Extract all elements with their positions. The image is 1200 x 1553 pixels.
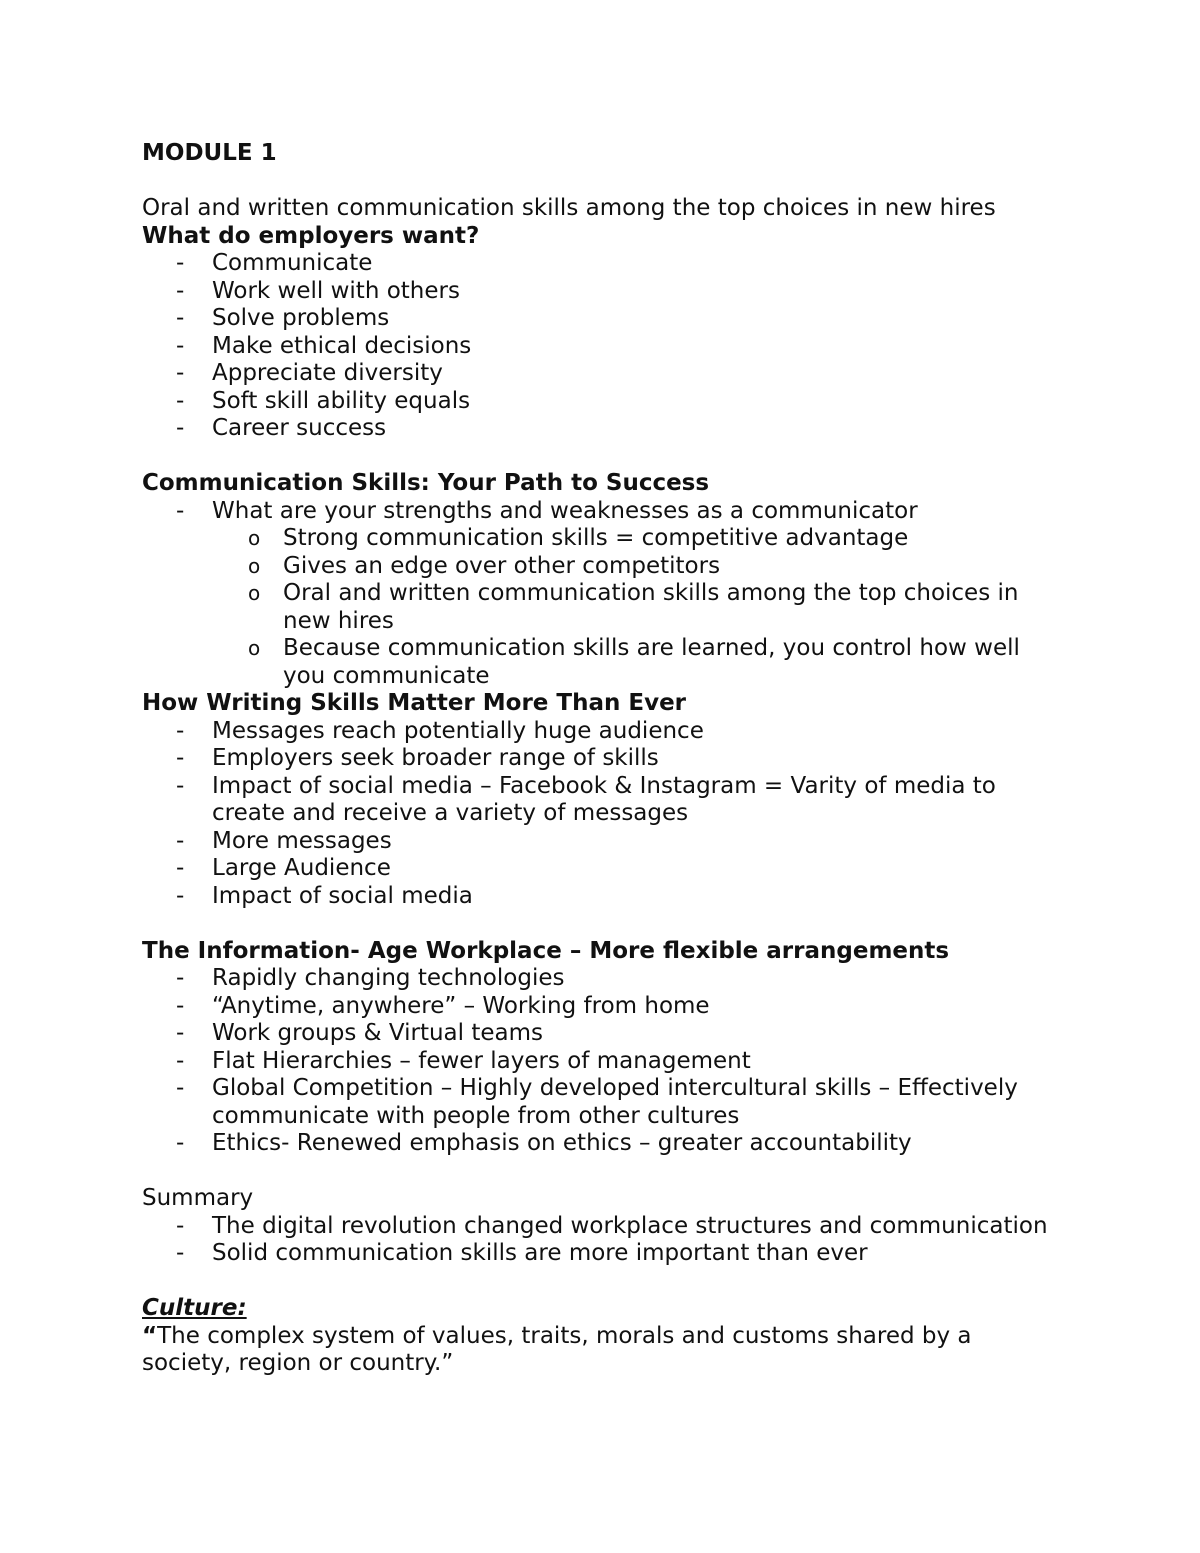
list-item-text: Flat Hierarchies – fewer layers of management bbox=[212, 1047, 751, 1074]
list-item-text: Appreciate diversity bbox=[212, 360, 443, 386]
list-item-text: Impact of social media – Facebook & Instagram = Varity of media to create and receive a variety of messages bbox=[212, 772, 996, 826]
list-item bbox=[142, 360, 1062, 388]
information-age-list bbox=[142, 965, 1062, 1158]
dash-bullet: - bbox=[176, 855, 185, 881]
spacer bbox=[142, 910, 1062, 938]
list-item-text: Employers seek broader range of skills bbox=[212, 745, 659, 771]
dash-bullet: - bbox=[176, 745, 185, 771]
list-item bbox=[142, 388, 1062, 416]
document-page bbox=[142, 140, 1062, 1378]
list-item bbox=[142, 278, 1062, 306]
sub-list-item-text: Oral and written communication skills among the top choices in new hires bbox=[283, 580, 1019, 634]
list-item-text: Communicate bbox=[212, 250, 373, 276]
culture-heading: Culture: bbox=[142, 1295, 247, 1321]
list-item bbox=[142, 333, 1062, 361]
list-item bbox=[142, 745, 1062, 773]
list-item-text: Work groups & Virtual teams bbox=[212, 1020, 544, 1046]
dash-bullet: - bbox=[176, 332, 185, 359]
communication-skills-list bbox=[142, 498, 1062, 526]
list-item-text: “Anytime, anywhere” – Working from home bbox=[212, 992, 710, 1019]
dash-bullet: - bbox=[176, 1020, 185, 1046]
list-item-text: Large Audience bbox=[212, 855, 391, 881]
circle-bullet: o bbox=[248, 636, 261, 660]
summary-list bbox=[142, 1213, 1062, 1268]
list-item bbox=[142, 498, 1062, 526]
list-item bbox=[142, 883, 1062, 911]
list-item bbox=[142, 993, 1062, 1021]
module-title: MODULE 1 bbox=[142, 140, 277, 166]
intro-line: Oral and written communication skills among the top choices in new hires bbox=[142, 195, 996, 221]
list-item bbox=[142, 773, 1062, 828]
dash-bullet: - bbox=[176, 772, 185, 799]
dash-bullet: - bbox=[176, 277, 185, 304]
dash-bullet: - bbox=[176, 965, 185, 991]
dash-bullet: - bbox=[176, 305, 185, 331]
list-item-text: Messages reach potentially huge audience bbox=[212, 717, 704, 744]
section-heading-writing-skills: How Writing Skills Matter More Than Ever bbox=[142, 690, 687, 716]
list-item-text: Global Competition – Highly developed intercultural skills – Effectively communicate with people from other cultures bbox=[212, 1075, 1018, 1129]
list-item-text: Solve problems bbox=[212, 305, 390, 331]
list-item bbox=[142, 828, 1062, 856]
list-item-text: Soft skill ability equals bbox=[212, 387, 471, 414]
list-item bbox=[142, 250, 1062, 278]
list-item bbox=[142, 1020, 1062, 1048]
dash-bullet: - bbox=[176, 992, 185, 1019]
spacer bbox=[142, 1158, 1062, 1186]
dash-bullet: - bbox=[176, 827, 185, 854]
sub-list-item-text: Because communication skills are learned, you control how well you communicate bbox=[283, 635, 1020, 689]
dash-bullet: - bbox=[176, 250, 185, 276]
list-item-text: What are your strengths and weaknesses as a communicator bbox=[212, 497, 918, 524]
section-heading-employers: What do employers want? bbox=[142, 222, 480, 249]
list-item bbox=[142, 415, 1062, 443]
dash-bullet: - bbox=[176, 387, 185, 414]
culture-definition-text: The complex system of values, traits, morals and customs shared by a society, region or country.” bbox=[142, 1322, 972, 1376]
sub-list-item-text: Strong communication skills = competitive advantage bbox=[283, 525, 909, 551]
spacer bbox=[142, 168, 1062, 196]
dash-bullet: - bbox=[176, 497, 185, 524]
list-item-text: Impact of social media bbox=[212, 882, 473, 909]
dash-bullet: - bbox=[176, 1130, 185, 1156]
list-item bbox=[142, 305, 1062, 333]
circle-bullet: o bbox=[248, 526, 261, 550]
list-item-text: Rapidly changing technologies bbox=[212, 965, 565, 991]
sub-list-item-text: Gives an edge over other competitors bbox=[283, 552, 721, 579]
culture-definition bbox=[142, 1323, 1062, 1378]
list-item-text: More messages bbox=[212, 827, 392, 854]
list-item-text: Work well with others bbox=[212, 277, 460, 304]
list-item bbox=[142, 965, 1062, 993]
sub-list-item bbox=[142, 553, 1062, 581]
list-item-text: Career success bbox=[212, 415, 387, 441]
spacer bbox=[142, 443, 1062, 471]
section-heading-information-age: The Information- Age Workplace – More flexible arrangements bbox=[142, 937, 950, 964]
dash-bullet: - bbox=[176, 415, 185, 441]
list-item bbox=[142, 718, 1062, 746]
dash-bullet: - bbox=[176, 717, 185, 744]
circle-bullet: o bbox=[248, 581, 261, 605]
list-item bbox=[142, 1130, 1062, 1158]
writing-skills-list bbox=[142, 718, 1062, 911]
sub-list-item bbox=[142, 580, 1062, 635]
section-heading-communication-skills: Communication Skills: Your Path to Success bbox=[142, 470, 710, 496]
dash-bullet: - bbox=[176, 1212, 185, 1239]
list-item-text: Make ethical decisions bbox=[212, 332, 472, 359]
dash-bullet: - bbox=[176, 1075, 185, 1101]
circle-bullet: o bbox=[248, 553, 261, 578]
open-quote-mark: “ bbox=[142, 1322, 158, 1349]
spacer bbox=[142, 1268, 1062, 1296]
dash-bullet: - bbox=[176, 1047, 185, 1074]
employers-list bbox=[142, 250, 1062, 443]
list-item-text: The digital revolution changed workplace structures and communication bbox=[212, 1212, 1048, 1239]
communication-skills-sublist bbox=[142, 525, 1062, 690]
list-item bbox=[142, 1240, 1062, 1268]
dash-bullet: - bbox=[176, 882, 185, 909]
sub-list-item bbox=[142, 525, 1062, 553]
list-item-text: Solid communication skills are more important than ever bbox=[212, 1240, 868, 1266]
list-item bbox=[142, 1075, 1062, 1130]
dash-bullet: - bbox=[176, 360, 185, 386]
list-item bbox=[142, 855, 1062, 883]
list-item bbox=[142, 1213, 1062, 1241]
summary-heading: Summary bbox=[142, 1185, 254, 1211]
dash-bullet: - bbox=[176, 1240, 185, 1266]
list-item bbox=[142, 1048, 1062, 1076]
list-item-text: Ethics- Renewed emphasis on ethics – greater accountability bbox=[212, 1130, 912, 1156]
sub-list-item bbox=[142, 635, 1062, 690]
